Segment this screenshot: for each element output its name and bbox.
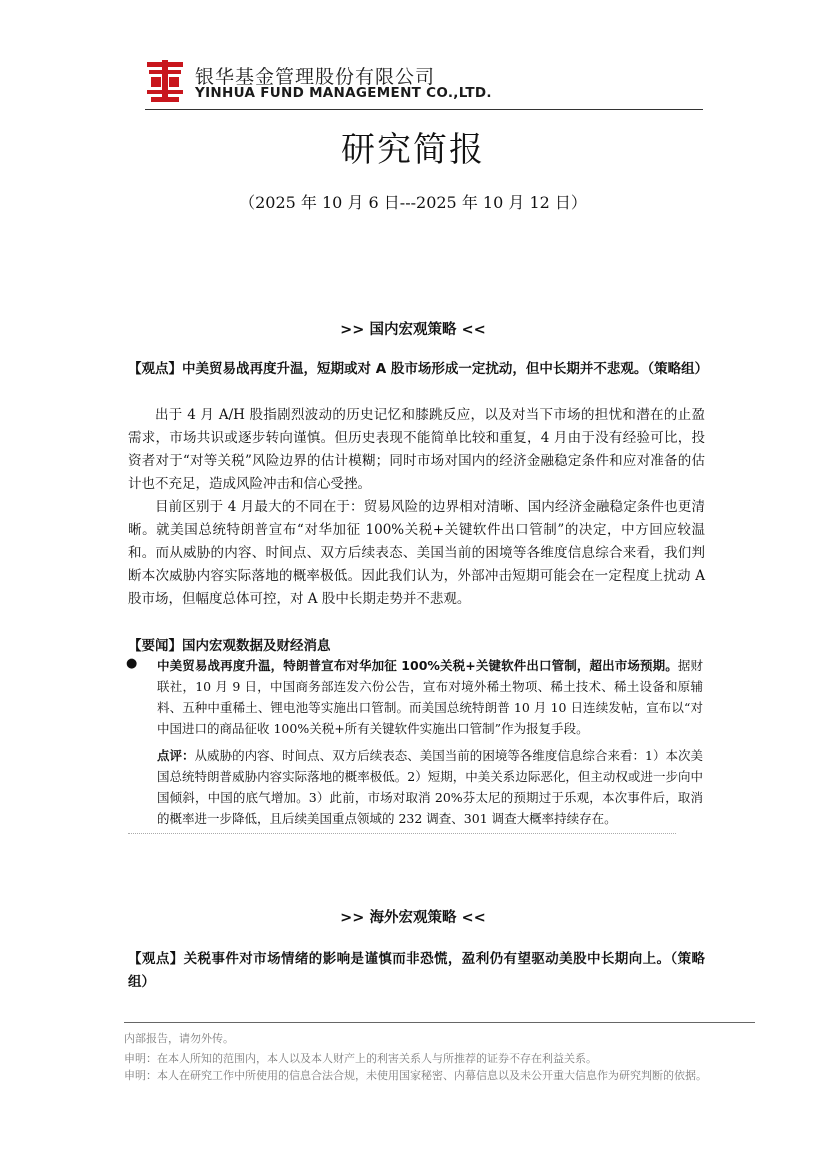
footer-disclaimer-2: 申明：本人在研究工作中所使用的信息合法合规，未使用国家秘密、内幕信息以及未公开重大信息作为研究判断的依据。	[124, 1069, 707, 1082]
overseas-view-title-text: 【观点】关税事件对市场情绪的影响是谨慎而非恐慌，盈利仍有望驱动美股中长期向上。（策略组）	[128, 951, 705, 990]
section-heading-domestic: >> 国内宏观策略 <<	[340, 322, 486, 338]
footer-divider	[124, 1022, 755, 1023]
domestic-paragraph-2: 目前区别于 4 月最大的不同在于：贸易风险的边界相对清晰、国内经济金融稳定条件也更清晰。就美国总统特朗普宣布“对华加征 100%关税+关键软件出口管制”的决定，中方回应较温和。而从威胁的内容、时间点、双方后续表态、美国当前的困境等各维度信息综合来看，我们判断本次威胁内容实际落地的概率极低。因此我们认为，外部冲击短期可能会在一定程度上扰动 A 股市场，但幅度总体可控，对 A 股中长期走势并不悲观。	[128, 499, 705, 607]
news-comment	[157, 745, 703, 829]
yinhua-logo-icon	[145, 60, 185, 102]
footer-internal-notice: 内部报告，请勿外传。	[124, 1032, 234, 1045]
news-item	[157, 655, 703, 739]
news-divider	[128, 833, 676, 834]
section-heading-overseas: >> 海外宏观策略 <<	[340, 910, 486, 926]
company-header	[145, 60, 705, 110]
bullet-icon: ●	[126, 656, 138, 671]
header-divider	[145, 109, 703, 110]
domestic-view-title	[128, 358, 709, 381]
news-item-body: 据财联社，10 月 9 日，中国商务部连发六份公告，宣布对境外稀土物项、稀土技术、稀土设备和原辅料、五种中重稀土、锂电池等实施出口管制。而美国总统特朗普 10 月 10 日连续发帖，宣布以“对中国进口的商品征收 100%关税+所有关键软件实施出口管制”作为报复手段。	[157, 658, 703, 736]
domestic-view-title-text: 【观点】中美贸易战再度升温，短期或对 A 股市场形成一定扰动，但中长期并不悲观。（策略组）	[128, 361, 709, 377]
report-title: 研究简报	[341, 130, 485, 170]
company-name-en: YINHUA FUND MANAGEMENT CO.,LTD.	[195, 85, 492, 101]
comment-label: 点评：	[157, 748, 195, 763]
news-heading: 【要闻】国内宏观数据及财经消息	[128, 638, 331, 654]
report-date-range: （2025 年 10 月 6 日---2025 年 10 月 12 日）	[239, 193, 587, 212]
footer-disclaimer-1: 申明：在本人所知的范围内，本人以及本人财产上的利害关系人与所推荐的证券不存在利益关系。	[124, 1052, 597, 1065]
comment-body: 从威胁的内容、时间点、双方后续表态、美国当前的困境等各维度信息综合来看：1）本次美国总统特朗普威胁内容实际落地的概率极低。2）短期，中美关系边际恶化，但主动权或进一步向中国倾斜，中国的底气增加。3）此前，市场对取消 20%芬太尼的预期过于乐观，本次事件后，取消的概率进一步降低，且后续美国重点领域的 232 调查、301 调查大概率持续存在。	[157, 748, 703, 826]
overseas-view-title	[128, 948, 705, 994]
news-item-headline: 中美贸易战再度升温，特朗普宣布对华加征 100%关税+关键软件出口管制，超出市场预期。	[157, 658, 678, 673]
company-name-cn: 银华基金管理股份有限公司	[195, 66, 436, 88]
domestic-paragraph-1: 出于 4 月 A/H 股指剧烈波动的历史记忆和膝跳反应，以及对当下市场的担忧和潜在的止盈需求，市场共识或逐步转向谨慎。但历史表现不能简单比较和重复，4 月由于没有经验可比，投资者对于“对等关税”风险边界的估计模糊；同时市场对国内的经济金融稳定条件和应对准备的估计也不充足，造成风险冲击和信心受挫。	[128, 407, 705, 492]
